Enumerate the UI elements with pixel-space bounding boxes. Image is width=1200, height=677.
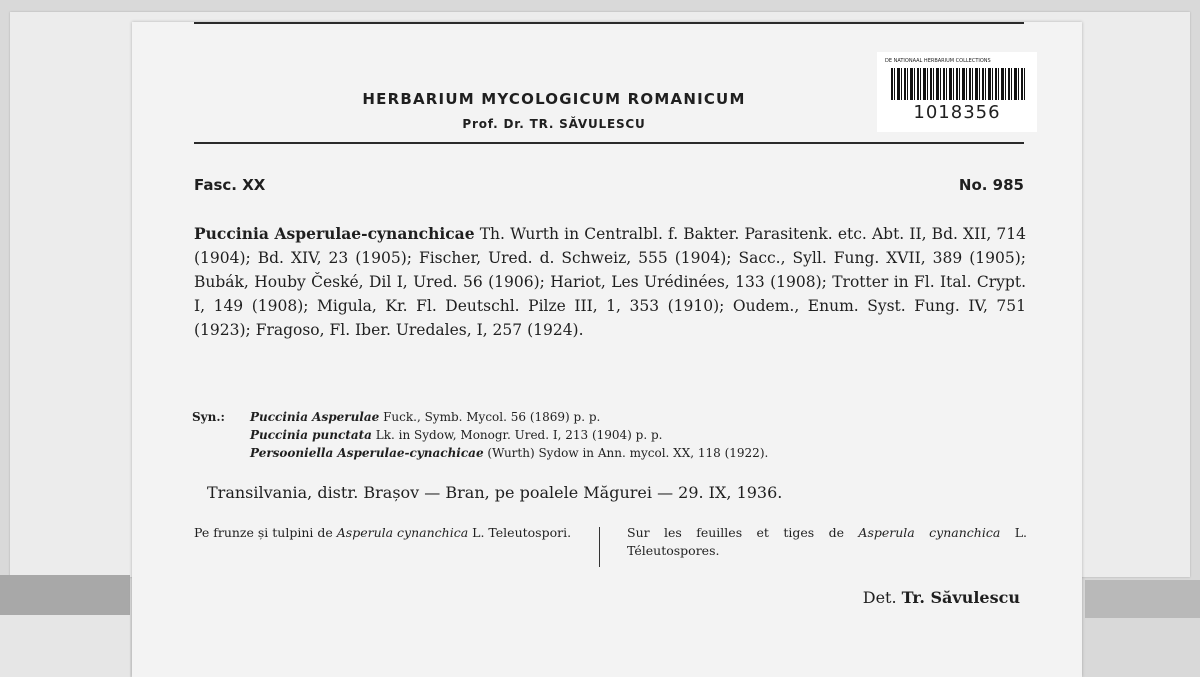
substrate-french bbox=[627, 524, 1027, 560]
synonym-line bbox=[250, 444, 1030, 462]
fascicle: Fasc. XX bbox=[194, 176, 266, 194]
header-title: HERBARIUM MYCOLOGICUM ROMANICUM bbox=[362, 90, 746, 108]
substrate-fr-host: Asperula cynanchica bbox=[858, 525, 1001, 540]
determiner bbox=[863, 588, 1020, 607]
specimen-number: No. 985 bbox=[958, 176, 1024, 194]
barcode-sticker bbox=[877, 52, 1037, 132]
taxon-citation bbox=[194, 222, 1026, 342]
substrate-romanian bbox=[194, 524, 584, 542]
header-subtitle: Prof. Dr. TR. SĂVULESCU bbox=[462, 117, 646, 131]
background-bottom bbox=[0, 615, 130, 677]
synonym-line bbox=[250, 426, 1030, 444]
background-strip-right bbox=[1085, 580, 1200, 618]
determiner-prefix: Det. bbox=[862, 588, 897, 607]
top-rule bbox=[194, 22, 1024, 24]
barcode-icon bbox=[891, 68, 1026, 100]
taxon-name: Puccinia Asperulae-cynanchicae bbox=[194, 224, 475, 243]
background-strip-left bbox=[0, 575, 130, 615]
column-divider bbox=[599, 527, 600, 567]
synonym-name: Puccinia punctata bbox=[250, 428, 372, 442]
citation-text: Th. Wurth in Centralbl. f. Bakter. Parasitenk. etc. Abt. II, Bd. XII, 714 (1904); Bd. XIV, 23 (1905); Fischer, Ured. d. Schweiz, 555 (1904); Sacc., Syll. Fung. XVII, 389 (1905); Bubák, Houby České, Dil I, Ured. 56 (1906); Hariot, Les Urédinées, 133 (1908); Trotter in Fl. Ital. Crypt. I, 149 (1908); Migula, Kr. Fl. Deutschl. Pilze III, 1, 353 (1910); Oudem., Enum. Syst. Fung. IV, 751 (1923); Fragoso, Fl. Iber. Uredales, I, 257 (1924). bbox=[194, 225, 1026, 339]
barcode-institution: DE NATIONAAL HERBARIUM COLLECTIONS bbox=[885, 58, 991, 64]
substrate-ro-text: Pe frunze și tulpini de bbox=[194, 525, 333, 540]
locality: Transilvania, distr. Brașov — Bran, pe poalele Măgurei — 29. IX, 1936. bbox=[207, 483, 783, 502]
substrate-fr-text: Sur les feuilles et tiges de bbox=[627, 525, 844, 540]
herbarium-label bbox=[132, 22, 1082, 677]
substrate-fr-stage: L. Téleutospores. bbox=[627, 525, 1027, 558]
synonym-line bbox=[250, 408, 1030, 426]
synonym-name: Persooniella Asperulae-cynachicae bbox=[250, 446, 484, 460]
synonyms-label: Syn.: bbox=[192, 410, 225, 424]
header-rule bbox=[194, 142, 1024, 144]
synonym-name: Puccinia Asperulae bbox=[250, 410, 380, 424]
barcode-number: 1018356 bbox=[913, 102, 1001, 123]
synonym-reference: Lk. in Sydow, Monogr. Ured. I, 213 (1904) p. p. bbox=[375, 428, 663, 442]
synonym-reference: Fuck., Symb. Mycol. 56 (1869) p. p. bbox=[383, 410, 601, 424]
substrate-ro-stage: L. Teleutospori. bbox=[472, 525, 572, 540]
synonym-reference: (Wurth) Sydow in Ann. mycol. XX, 118 (1922). bbox=[487, 446, 769, 460]
determiner-name: Tr. Săvulescu bbox=[901, 588, 1020, 607]
substrate-ro-host: Asperula cynanchica bbox=[336, 525, 469, 540]
